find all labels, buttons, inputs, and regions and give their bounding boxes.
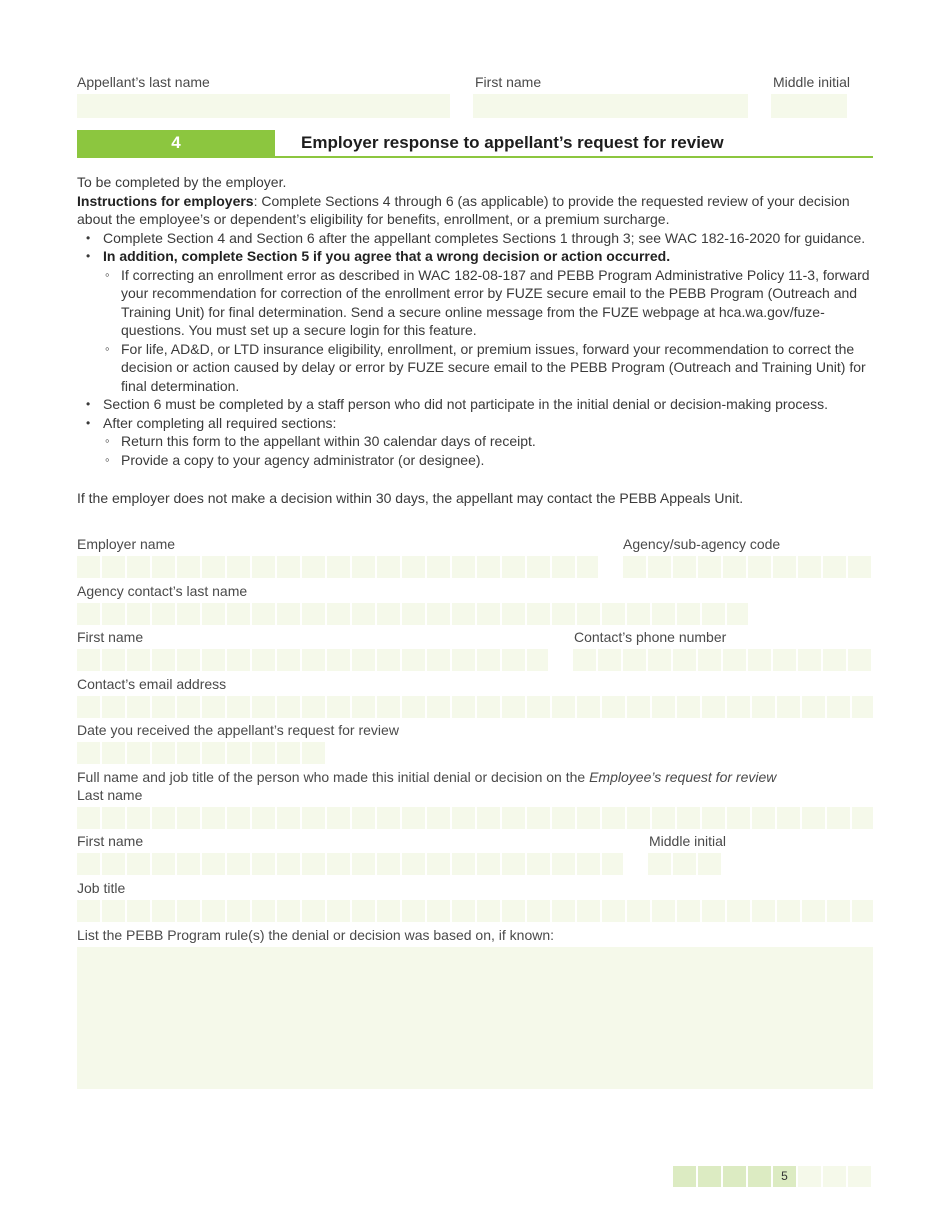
page-box	[723, 1166, 746, 1187]
bullet-4-sub-1-text: Return this form to the appellant within 30 calendar days of receipt.	[121, 433, 536, 449]
sub-list	[103, 266, 877, 396]
instructions-intro: To be completed by the employer.	[77, 174, 287, 190]
list-item	[103, 414, 877, 470]
page-box	[673, 1166, 696, 1187]
job-title-label: Job title	[77, 880, 126, 896]
appellant-first-name-label: First name	[475, 74, 542, 90]
instructions-list	[77, 229, 877, 470]
decider-first-name-label: First name	[77, 833, 144, 849]
date-received-input[interactable]	[77, 742, 325, 764]
employer-name-label: Employer name	[77, 536, 176, 552]
list-item	[121, 340, 877, 396]
sub-list	[103, 432, 877, 469]
date-received-label: Date you received the appellant’s request for review	[77, 722, 399, 738]
appellant-last-name-label: Appellant’s last name	[77, 74, 210, 90]
section-header	[77, 130, 873, 158]
bullet-2-text: In addition, complete Section 5 if you agree that a wrong decision or action occurred.	[103, 248, 671, 264]
employer-name-input[interactable]	[77, 556, 598, 578]
contact-email-input[interactable]	[77, 696, 873, 718]
page-number: 5	[773, 1166, 796, 1187]
page-box	[848, 1166, 871, 1187]
bullet-2-sub-2-text: For life, AD&D, or LTD insurance eligibility, enrollment, or premium issues, forward your recommendation to correct the decision or action caused by delay or error by FUZE secure email to the PEBB Program (Outreach and Training Unit) for final determination.	[121, 340, 866, 394]
page-box	[748, 1166, 771, 1187]
page-box	[798, 1166, 821, 1187]
instructions-block	[77, 173, 877, 469]
decider-intro	[77, 769, 776, 785]
instructions-lead	[77, 192, 877, 229]
list-item	[103, 247, 877, 395]
agency-code-input[interactable]	[623, 556, 871, 578]
bullet-2-sub-1-text: If correcting an enrollment error as described in WAC 182-08-187 and PEBB Program Administrative Policy 11-3, forward your recommendation for correction of the enrollment error by FUZE secure email to the PEBB Program (Outreach and Training Unit) for final determination. Send a secure online message from the FUZE webpage at hca.wa.gov/fuze-questions. You must set up a secure login for this feature.	[121, 266, 870, 338]
contact-first-name-input[interactable]	[77, 649, 548, 671]
appellant-middle-initial-input[interactable]	[771, 94, 847, 118]
bullet-1-text: Complete Section 4 and Section 6 after the appellant completes Sections 1 through 3; see WAC 182-16-2020 for guidance.	[103, 229, 866, 246]
instructions-lead-text: : Complete Sections 4 through 6 (as applicable) to provide the requested review of your decision about the employee’s or dependent’s eligibility for benefits, enrollment, or a premium surcharge.	[77, 192, 850, 227]
decider-middle-initial-input[interactable]	[648, 853, 721, 875]
section-number: 4	[77, 130, 275, 156]
decider-last-name-input[interactable]	[77, 807, 873, 829]
list-item	[121, 432, 877, 451]
bullet-3-text: Section 6 must be completed by a staff person who did not participate in the initial denial or decision-making process.	[103, 396, 829, 412]
appellant-middle-initial-label: Middle initial	[773, 74, 851, 90]
list-item	[103, 395, 877, 414]
bullet-4-sub-2-text: Provide a copy to your agency administrator (or designee).	[121, 451, 485, 468]
contact-first-name-label: First name	[77, 629, 144, 645]
agency-code-label: Agency/sub-agency code	[623, 536, 781, 552]
contact-email-label: Contact’s email address	[77, 676, 227, 692]
appellant-first-name-input[interactable]	[473, 94, 748, 118]
instructions-lead-bold: Instructions for employers	[77, 192, 254, 209]
decider-intro-text: Full name and job title of the person who made this initial denial or decision on the	[77, 769, 590, 785]
rules-textarea[interactable]	[77, 947, 873, 1089]
section-title: Employer response to appellant’s request for review	[301, 133, 724, 152]
decider-middle-initial-label: Middle initial	[649, 833, 727, 849]
list-item	[121, 266, 877, 340]
bullet-4-text: After completing all required sections:	[103, 414, 337, 431]
decider-last-name-label: Last name	[77, 787, 143, 803]
closing-note: If the employer does not make a decision within 30 days, the appellant may contact the PEBB Appeals Unit.	[77, 490, 744, 506]
contact-phone-label: Contact’s phone number	[574, 629, 727, 645]
list-item	[121, 451, 877, 470]
rules-label: List the PEBB Program rule(s) the denial or decision was based on, if known:	[77, 927, 555, 943]
appellant-last-name-input[interactable]	[77, 94, 450, 118]
page-box	[823, 1166, 846, 1187]
contact-phone-input[interactable]	[573, 649, 871, 671]
decider-intro-italic: Employee’s request for review	[589, 769, 777, 785]
page-box	[698, 1166, 721, 1187]
job-title-input[interactable]	[77, 900, 873, 922]
decider-first-name-input[interactable]	[77, 853, 623, 875]
contact-last-name-label: Agency contact’s last name	[77, 583, 248, 599]
list-item	[103, 229, 877, 248]
contact-last-name-input[interactable]	[77, 603, 748, 625]
